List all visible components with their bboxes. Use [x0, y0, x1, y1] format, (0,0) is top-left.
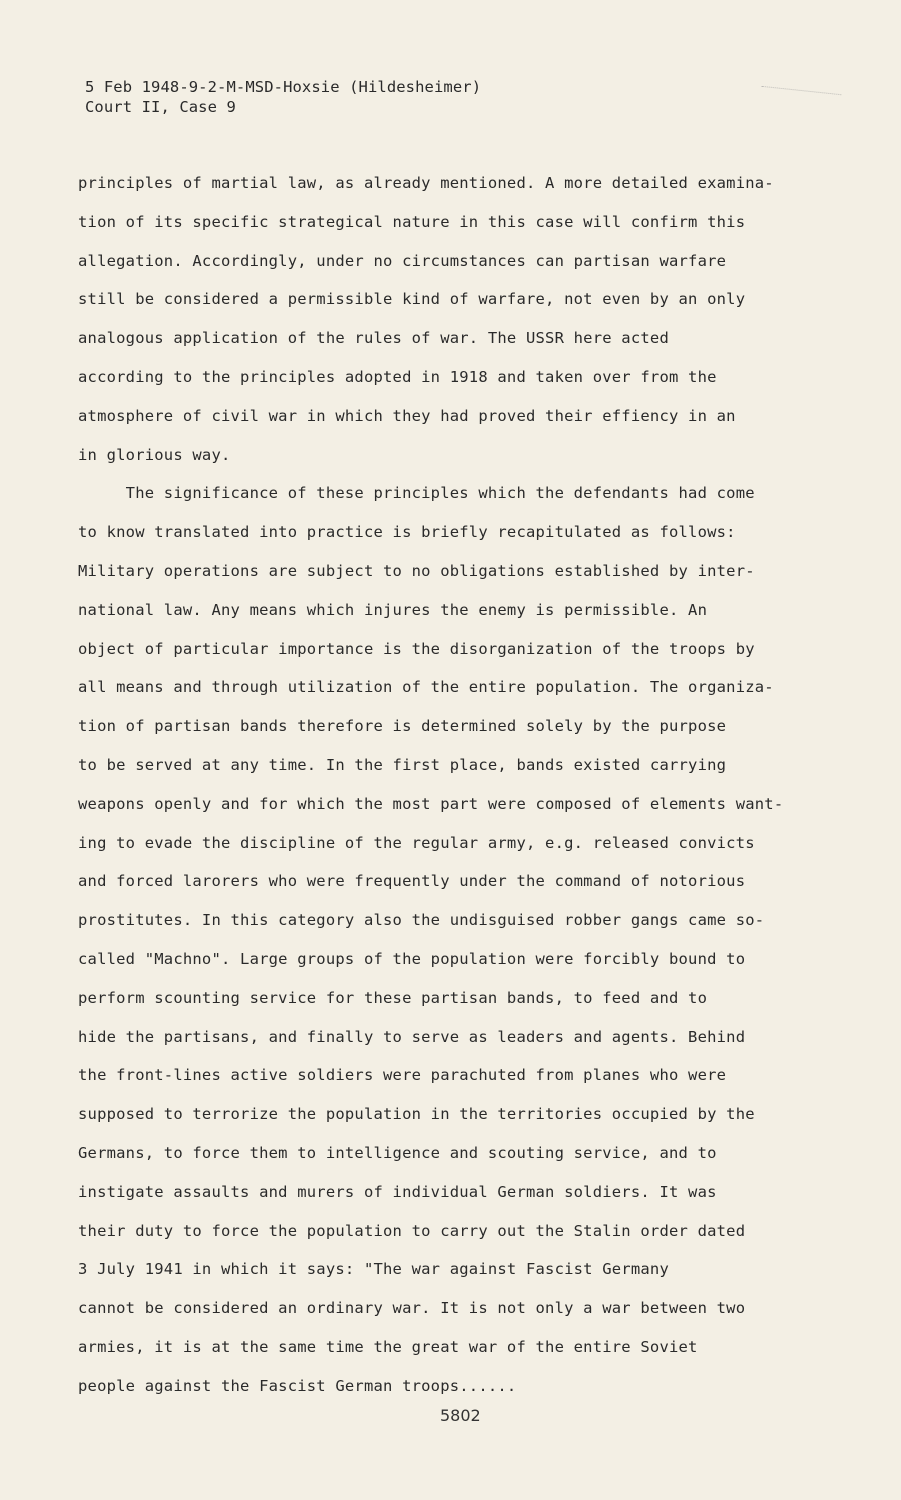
text-line: called "Machno". Large groups of the population were forcibly bound to — [78, 949, 746, 968]
text-line: tion of partisan bands therefore is determined solely by the purpose — [78, 717, 727, 736]
text-line: allegation. Accordingly, under no circumstances can partisan warfare — [78, 251, 727, 270]
text-line: 3 July 1941 in which it says: "The war against Fascist Germany — [78, 1260, 669, 1279]
text-line: supposed to terrorize the population in the territories occupied by the — [78, 1105, 755, 1124]
text-line: analogous application of the rules of war. The USSR here acted — [78, 329, 669, 348]
text-line: Military operations are subject to no obligations established by inter- — [78, 561, 755, 580]
text-line: instigate assaults and murers of individual German soldiers. It was — [78, 1182, 717, 1201]
corner-pencil-mark — [761, 86, 842, 105]
text-line: weapons openly and for which the most part were composed of elements want- — [78, 794, 784, 813]
text-line: object of particular importance is the disorganization of the troops by — [78, 639, 755, 658]
body-text — [78, 171, 818, 1413]
header-line-1: 5 Feb 1948-9-2-M-MSD-Hoxsie (Hildesheimer) — [85, 78, 482, 96]
text-line: The significance of these principles which the defendants had come — [78, 484, 755, 503]
text-line: the front-lines active soldiers were parachuted from planes who were — [78, 1066, 727, 1085]
text-line: principles of martial law, as already mentioned. A more detailed examina- — [78, 174, 774, 192]
text-line: to know translated into practice is briefly recapitulated as follows: — [78, 523, 736, 542]
text-line: prostitutes. In this category also the undisguised robber gangs came so- — [78, 911, 765, 930]
text-line: their duty to force the population to carry out the Stalin order dated — [78, 1221, 746, 1240]
text-line: to be served at any time. In the first place, bands existed carrying — [78, 755, 727, 774]
text-line: still be considered a permissible kind of warfare, not even by an only — [78, 290, 746, 309]
page-number: 5802 — [440, 1406, 481, 1425]
text-line: armies, it is at the same time the great war of the entire Soviet — [78, 1337, 698, 1356]
header-line-2: Court II, Case 9 — [85, 98, 236, 116]
text-line: all means and through utilization of the entire population. The organiza- — [78, 678, 774, 697]
text-line: national law. Any means which injures the enemy is permissible. An — [78, 600, 708, 619]
text-line: in glorious way. — [78, 445, 231, 464]
text-line: tion of its specific strategical nature in this case will confirm this — [78, 212, 746, 231]
text-line: perform scounting service for these partisan bands, to feed and to — [78, 988, 708, 1007]
text-line: cannot be considered an ordinary war. It is not only a war between two — [78, 1299, 746, 1318]
text-line: ing to evade the discipline of the regular army, e.g. released convicts — [78, 833, 755, 852]
text-line: people against the Fascist German troops...... — [78, 1376, 517, 1395]
text-line: hide the partisans, and finally to serve as leaders and agents. Behind — [78, 1027, 746, 1046]
text-line: Germans, to force them to intelligence and scouting service, and to — [78, 1143, 717, 1162]
document-header — [85, 77, 481, 117]
text-line: and forced larorers who were frequently under the command of notorious — [78, 872, 746, 891]
text-line: according to the principles adopted in 1918 and taken over from the — [78, 367, 717, 386]
text-line: atmosphere of civil war in which they had proved their effiency in an — [78, 406, 736, 425]
